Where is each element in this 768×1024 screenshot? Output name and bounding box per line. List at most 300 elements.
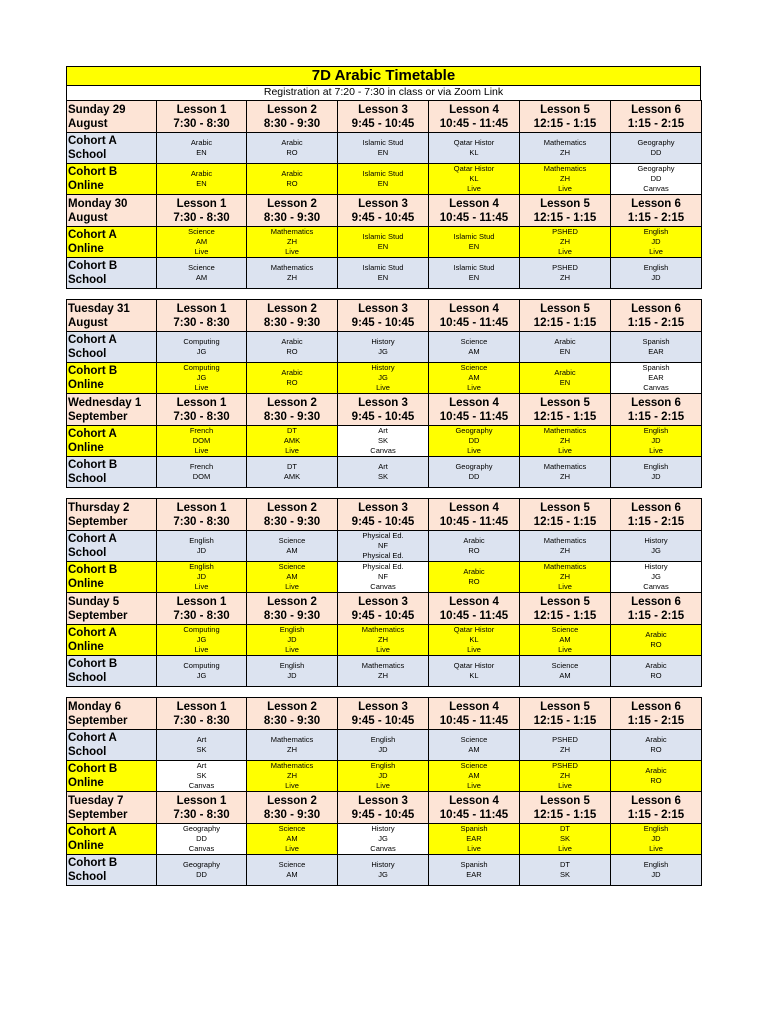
cohort-label	[67, 824, 157, 855]
lesson-cell	[247, 426, 338, 457]
section-gap	[66, 289, 701, 299]
day-label-line: Sunday 29	[68, 103, 126, 116]
cohort-label-line: School	[68, 672, 107, 684]
day-label-line: Thursday 2	[68, 501, 130, 514]
lesson-header	[338, 499, 429, 531]
delivery-mode: Canvas	[188, 844, 215, 853]
delivery-mode: Live	[649, 247, 663, 256]
lesson-cell	[247, 625, 338, 656]
cohort-row	[67, 457, 702, 488]
delivery-mode: Live	[194, 645, 209, 654]
lesson-header	[247, 195, 338, 227]
lesson-cell	[247, 133, 338, 164]
subject-name: Science	[278, 860, 306, 869]
lesson-name: Lesson 1	[176, 197, 227, 210]
subject-name: English	[643, 426, 669, 435]
day-header-row	[67, 394, 702, 426]
teacher-code: EN	[377, 179, 389, 188]
lesson-header	[611, 499, 702, 531]
lesson-cell	[338, 164, 429, 195]
lesson-name: Lesson 6	[631, 595, 681, 608]
delivery-mode: Live	[467, 645, 481, 654]
day-label	[67, 394, 157, 426]
subject-name: Islamic Stud	[362, 232, 404, 241]
teacher-code: EN	[377, 148, 389, 157]
lesson-header	[157, 300, 247, 332]
delivery-mode: Live	[285, 645, 299, 654]
subject-name: Arabic	[281, 138, 303, 147]
lesson-name: Lesson 4	[449, 103, 499, 116]
lesson-cell	[429, 133, 520, 164]
teacher-code: DD	[468, 436, 480, 445]
teacher-code: KL	[469, 635, 479, 644]
subject-name: Qatar Histor	[453, 661, 495, 670]
subject-name: Science	[278, 536, 306, 545]
lesson-header	[611, 300, 702, 332]
subject-name: Geography	[455, 462, 493, 471]
lesson-cell	[611, 824, 702, 855]
cohort-label	[67, 258, 157, 289]
lesson-cell	[338, 531, 429, 562]
subject-name: Geography	[637, 138, 675, 147]
lesson-time: 1:15 - 2:15	[627, 117, 685, 130]
day-label	[67, 101, 157, 133]
cohort-label-line: Online	[68, 840, 104, 852]
lesson-cell	[520, 562, 611, 593]
lesson-header	[247, 300, 338, 332]
lesson-name: Lesson 1	[176, 396, 227, 409]
lesson-time: 8:30 - 9:30	[263, 714, 321, 727]
teacher-code: EN	[559, 378, 571, 387]
lesson-cell	[520, 730, 611, 761]
lesson-name: Lesson 3	[358, 595, 408, 608]
lesson-name: Lesson 2	[267, 197, 317, 210]
teacher-code: RO	[286, 378, 298, 387]
lesson-cell	[429, 625, 520, 656]
lesson-cell	[429, 761, 520, 792]
cohort-label	[67, 227, 157, 258]
lesson-cell	[611, 332, 702, 363]
cohort-row	[67, 332, 702, 363]
subject-name: English	[279, 661, 305, 670]
teacher-code: DOM	[192, 436, 211, 445]
lesson-name: Lesson 5	[540, 197, 590, 210]
lesson-time: 12:15 - 1:15	[533, 316, 597, 329]
lesson-header	[611, 593, 702, 625]
cohort-label-line: Cohort A	[68, 334, 117, 346]
lesson-time: 7:30 - 8:30	[173, 515, 230, 528]
lesson-cell	[247, 562, 338, 593]
delivery-mode: Canvas	[188, 781, 215, 790]
cohort-label-line: Cohort B	[68, 763, 118, 775]
subject-name: History	[371, 363, 395, 372]
cohort-label-line: Cohort A	[68, 826, 117, 838]
cohort-label-line: School	[68, 547, 107, 559]
cohort-row	[67, 562, 702, 593]
lesson-time: 7:30 - 8:30	[173, 609, 230, 622]
lesson-cell	[338, 457, 429, 488]
delivery-mode: Live	[467, 184, 481, 193]
lesson-time: 8:30 - 9:30	[263, 609, 321, 622]
day-label-line: Monday 30	[68, 197, 128, 210]
cohort-label	[67, 625, 157, 656]
lesson-time: 1:15 - 2:15	[627, 515, 685, 528]
lesson-name: Lesson 3	[358, 103, 408, 116]
lesson-header	[429, 698, 520, 730]
teacher-code: JD	[196, 546, 207, 555]
cohort-label-line: School	[68, 871, 107, 883]
lesson-header	[247, 101, 338, 133]
subject-name: Mathematics	[270, 761, 314, 770]
delivery-mode: Live	[285, 446, 299, 455]
subject-name: Geography	[637, 164, 675, 173]
lesson-name: Lesson 5	[540, 501, 590, 514]
lesson-name: Lesson 4	[449, 197, 499, 210]
teacher-code: ZH	[378, 635, 388, 644]
lesson-name: Lesson 3	[358, 501, 408, 514]
lesson-header	[247, 792, 338, 824]
lesson-name: Lesson 2	[267, 396, 317, 409]
subject-name: Science	[460, 337, 488, 346]
delivery-mode: Live	[558, 247, 572, 256]
cohort-label-line: Cohort A	[68, 732, 117, 744]
lesson-time: 12:15 - 1:15	[533, 515, 597, 528]
teacher-code: RO	[650, 776, 662, 785]
day-label-line: September	[68, 714, 128, 727]
teacher-code: JG	[651, 546, 661, 555]
teacher-code: JD	[287, 635, 297, 644]
subject-name: Islamic Stud	[453, 263, 495, 272]
cohort-label	[67, 656, 157, 687]
cohort-label-line: Cohort B	[68, 260, 118, 272]
delivery-mode: Live	[194, 582, 209, 591]
lesson-cell	[338, 656, 429, 687]
lesson-cell	[429, 824, 520, 855]
lesson-cell	[338, 426, 429, 457]
lesson-cell	[429, 227, 520, 258]
lesson-name: Lesson 5	[540, 103, 590, 116]
teacher-code: AM	[468, 745, 480, 754]
day-label	[67, 195, 157, 227]
cohort-label-line: Online	[68, 379, 104, 391]
cohort-row	[67, 656, 702, 687]
teacher-code: ZH	[378, 671, 388, 680]
teacher-code: JG	[651, 572, 661, 581]
teacher-code: AM	[468, 347, 480, 356]
cohort-label	[67, 332, 157, 363]
subject-name: History	[644, 536, 668, 545]
lesson-cell	[611, 227, 702, 258]
lesson-cell	[338, 761, 429, 792]
subject-name: English	[370, 761, 396, 770]
lesson-header	[338, 698, 429, 730]
lesson-header	[429, 499, 520, 531]
lesson-cell	[157, 531, 247, 562]
lesson-header	[338, 195, 429, 227]
cohort-row	[67, 625, 702, 656]
subject-name: Science	[551, 661, 579, 670]
day-label	[67, 698, 157, 730]
lesson-header	[520, 101, 611, 133]
subject-name: History	[371, 824, 395, 833]
teacher-code: JG	[196, 347, 207, 356]
lesson-cell	[247, 855, 338, 886]
cohort-label	[67, 730, 157, 761]
day-header-row	[67, 300, 702, 332]
teacher-code: ZH	[560, 436, 570, 445]
lesson-name: Lesson 4	[449, 302, 499, 315]
subject-name: Islamic Stud	[362, 169, 404, 178]
lesson-cell	[611, 855, 702, 886]
subject-name: Mathematics	[543, 138, 587, 147]
lesson-name: Lesson 3	[358, 396, 408, 409]
teacher-code: EN	[196, 148, 207, 157]
teacher-code: RO	[286, 347, 298, 356]
lesson-cell	[338, 133, 429, 164]
subject-name: Science	[460, 363, 488, 372]
lesson-cell	[429, 363, 520, 394]
lesson-header	[520, 499, 611, 531]
subject-name: Qatar Histor	[453, 164, 495, 173]
lesson-cell	[247, 164, 338, 195]
teacher-code: EN	[559, 347, 571, 356]
day-label	[67, 300, 157, 332]
delivery-mode: Live	[467, 781, 481, 790]
lesson-cell	[247, 227, 338, 258]
teacher-code: ZH	[560, 745, 570, 754]
lesson-cell	[157, 426, 247, 457]
teacher-code: AM	[286, 572, 298, 581]
subject-name: Art	[196, 761, 207, 770]
subject-name: Geography	[455, 426, 493, 435]
subject-name: History	[371, 337, 395, 346]
lesson-name: Lesson 6	[631, 700, 681, 713]
subject-name: Art	[196, 735, 207, 744]
teacher-code: AM	[559, 671, 571, 680]
subject-name: PSHED	[552, 735, 578, 744]
day-header-row	[67, 101, 702, 133]
lesson-time: 10:45 - 11:45	[439, 211, 509, 224]
lesson-header	[611, 698, 702, 730]
subject-name: Mathematics	[543, 462, 587, 471]
subject-name: Spanish	[460, 824, 488, 833]
subject-name: Computing	[183, 363, 220, 372]
cohort-label	[67, 761, 157, 792]
lesson-name: Lesson 4	[449, 700, 499, 713]
delivery-mode: Canvas	[643, 383, 669, 392]
teacher-code: JD	[651, 237, 661, 246]
teacher-code: JG	[378, 870, 388, 879]
day-header-row	[67, 792, 702, 824]
teacher-code: AMK	[283, 472, 301, 481]
lesson-header	[520, 394, 611, 426]
day-label-line: Sunday 5	[68, 595, 120, 608]
cohort-label-line: Online	[68, 578, 104, 590]
delivery-mode: Live	[285, 781, 299, 790]
day-header-row	[67, 499, 702, 531]
subject-name: Science	[460, 761, 488, 770]
subject-name: Science	[278, 562, 306, 571]
lesson-time: 9:45 - 10:45	[351, 808, 415, 821]
lesson-time: 1:15 - 2:15	[627, 316, 685, 329]
teacher-code: EAR	[466, 870, 482, 879]
subject-name: PSHED	[552, 761, 578, 770]
lesson-header	[157, 394, 247, 426]
lesson-cell	[338, 730, 429, 761]
lesson-header	[247, 698, 338, 730]
lesson-name: Lesson 2	[267, 794, 317, 807]
day-label-line: Monday 6	[68, 700, 122, 713]
cohort-row	[67, 531, 702, 562]
lesson-time: 1:15 - 2:15	[627, 211, 685, 224]
timetable-section	[66, 498, 702, 687]
subject-name: Science	[551, 625, 579, 634]
lesson-cell	[429, 426, 520, 457]
day-label-line: August	[68, 117, 108, 130]
lesson-time: 9:45 - 10:45	[351, 316, 415, 329]
lesson-cell	[611, 531, 702, 562]
lesson-time: 10:45 - 11:45	[439, 808, 509, 821]
teacher-code: JD	[196, 572, 207, 581]
cohort-label-line: Cohort A	[68, 135, 117, 147]
lesson-name: Lesson 5	[540, 302, 590, 315]
delivery-mode: Canvas	[643, 582, 669, 591]
lesson-header	[338, 394, 429, 426]
day-label-line: September	[68, 515, 128, 528]
cohort-label-line: Online	[68, 180, 104, 192]
lesson-cell	[157, 133, 247, 164]
lesson-cell	[429, 457, 520, 488]
cohort-row	[67, 761, 702, 792]
teacher-code: NF	[378, 541, 388, 550]
lesson-name: Lesson 6	[631, 302, 681, 315]
lesson-name: Lesson 1	[176, 501, 227, 514]
lesson-header	[338, 593, 429, 625]
subject-name: Mathematics	[270, 227, 314, 236]
lesson-cell	[520, 824, 611, 855]
lesson-header	[520, 593, 611, 625]
lesson-header	[157, 698, 247, 730]
lesson-time: 10:45 - 11:45	[439, 609, 509, 622]
delivery-mode: Live	[558, 781, 572, 790]
lesson-cell	[338, 625, 429, 656]
lesson-name: Lesson 6	[631, 396, 681, 409]
lesson-header	[338, 792, 429, 824]
lesson-header	[338, 101, 429, 133]
lesson-cell	[520, 164, 611, 195]
lesson-cell	[429, 164, 520, 195]
teacher-code: ZH	[560, 273, 570, 282]
delivery-mode: Canvas	[643, 184, 669, 193]
lesson-header	[611, 394, 702, 426]
lesson-cell	[429, 531, 520, 562]
subject-name: Arabic	[281, 169, 303, 178]
lesson-time: 7:30 - 8:30	[173, 316, 230, 329]
subject-name: Arabic	[190, 138, 213, 147]
lesson-cell	[611, 164, 702, 195]
lesson-cell	[157, 730, 247, 761]
lesson-header	[611, 195, 702, 227]
delivery-mode: Live	[649, 446, 663, 455]
lesson-cell	[157, 457, 247, 488]
lesson-cell	[338, 824, 429, 855]
lesson-name: Lesson 3	[358, 197, 408, 210]
timetable-section	[66, 697, 702, 886]
subject-name: Arabic	[190, 169, 213, 178]
delivery-mode: Live	[194, 247, 209, 256]
lesson-time: 7:30 - 8:30	[173, 808, 230, 821]
lesson-time: 7:30 - 8:30	[173, 117, 230, 130]
lesson-cell	[429, 332, 520, 363]
subject-name: Arabic	[645, 735, 667, 744]
cohort-label-line: Cohort B	[68, 166, 118, 178]
day-label-line: Tuesday 31	[68, 302, 130, 315]
lesson-cell	[157, 625, 247, 656]
teacher-code: KL	[469, 148, 479, 157]
section-gap	[66, 488, 701, 498]
lesson-cell	[247, 656, 338, 687]
teacher-code: JG	[196, 671, 207, 680]
subject-name: DT	[560, 824, 570, 833]
cohort-label	[67, 562, 157, 593]
teacher-code: AMK	[283, 436, 301, 445]
teacher-code: ZH	[287, 745, 297, 754]
lesson-time: 10:45 - 11:45	[439, 515, 509, 528]
subject-name: DT	[560, 860, 570, 869]
lesson-name: Lesson 4	[449, 595, 499, 608]
lesson-cell	[611, 730, 702, 761]
teacher-code: JG	[196, 373, 207, 382]
lesson-time: 10:45 - 11:45	[439, 714, 509, 727]
subject-name: English	[279, 625, 305, 634]
delivery-mode: Live	[285, 844, 299, 853]
timetable-title: 7D Arabic Timetable	[66, 66, 701, 86]
lesson-cell	[157, 824, 247, 855]
teacher-code: AM	[286, 546, 298, 555]
cohort-row	[67, 133, 702, 164]
teacher-code: ZH	[287, 273, 297, 282]
delivery-mode: Live	[194, 383, 209, 392]
lesson-cell	[247, 258, 338, 289]
lesson-header	[247, 499, 338, 531]
teacher-code: SK	[559, 870, 570, 879]
teacher-code: EAR	[648, 373, 664, 382]
subject-name: Spanish	[460, 860, 488, 869]
teacher-code: EAR	[466, 834, 482, 843]
cohort-row	[67, 363, 702, 394]
teacher-code: SK	[377, 436, 388, 445]
teacher-code: DD	[196, 870, 207, 879]
lesson-name: Lesson 5	[540, 595, 590, 608]
lesson-time: 1:15 - 2:15	[627, 714, 685, 727]
subject-name: PSHED	[552, 263, 578, 272]
lesson-time: 9:45 - 10:45	[351, 609, 415, 622]
subject-name: English	[643, 824, 669, 833]
cohort-row	[67, 730, 702, 761]
teacher-code: JD	[287, 671, 297, 680]
teacher-code: DOM	[192, 472, 211, 481]
subject-name: Islamic Stud	[362, 263, 404, 272]
cohort-label-line: Cohort A	[68, 533, 117, 545]
lesson-time: 12:15 - 1:15	[533, 714, 597, 727]
lesson-cell	[520, 625, 611, 656]
cohort-label	[67, 531, 157, 562]
delivery-mode: Live	[376, 383, 390, 392]
subject-name: DT	[287, 426, 297, 435]
lesson-cell	[611, 625, 702, 656]
teacher-code: SK	[559, 834, 570, 843]
delivery-mode: Live	[285, 582, 299, 591]
